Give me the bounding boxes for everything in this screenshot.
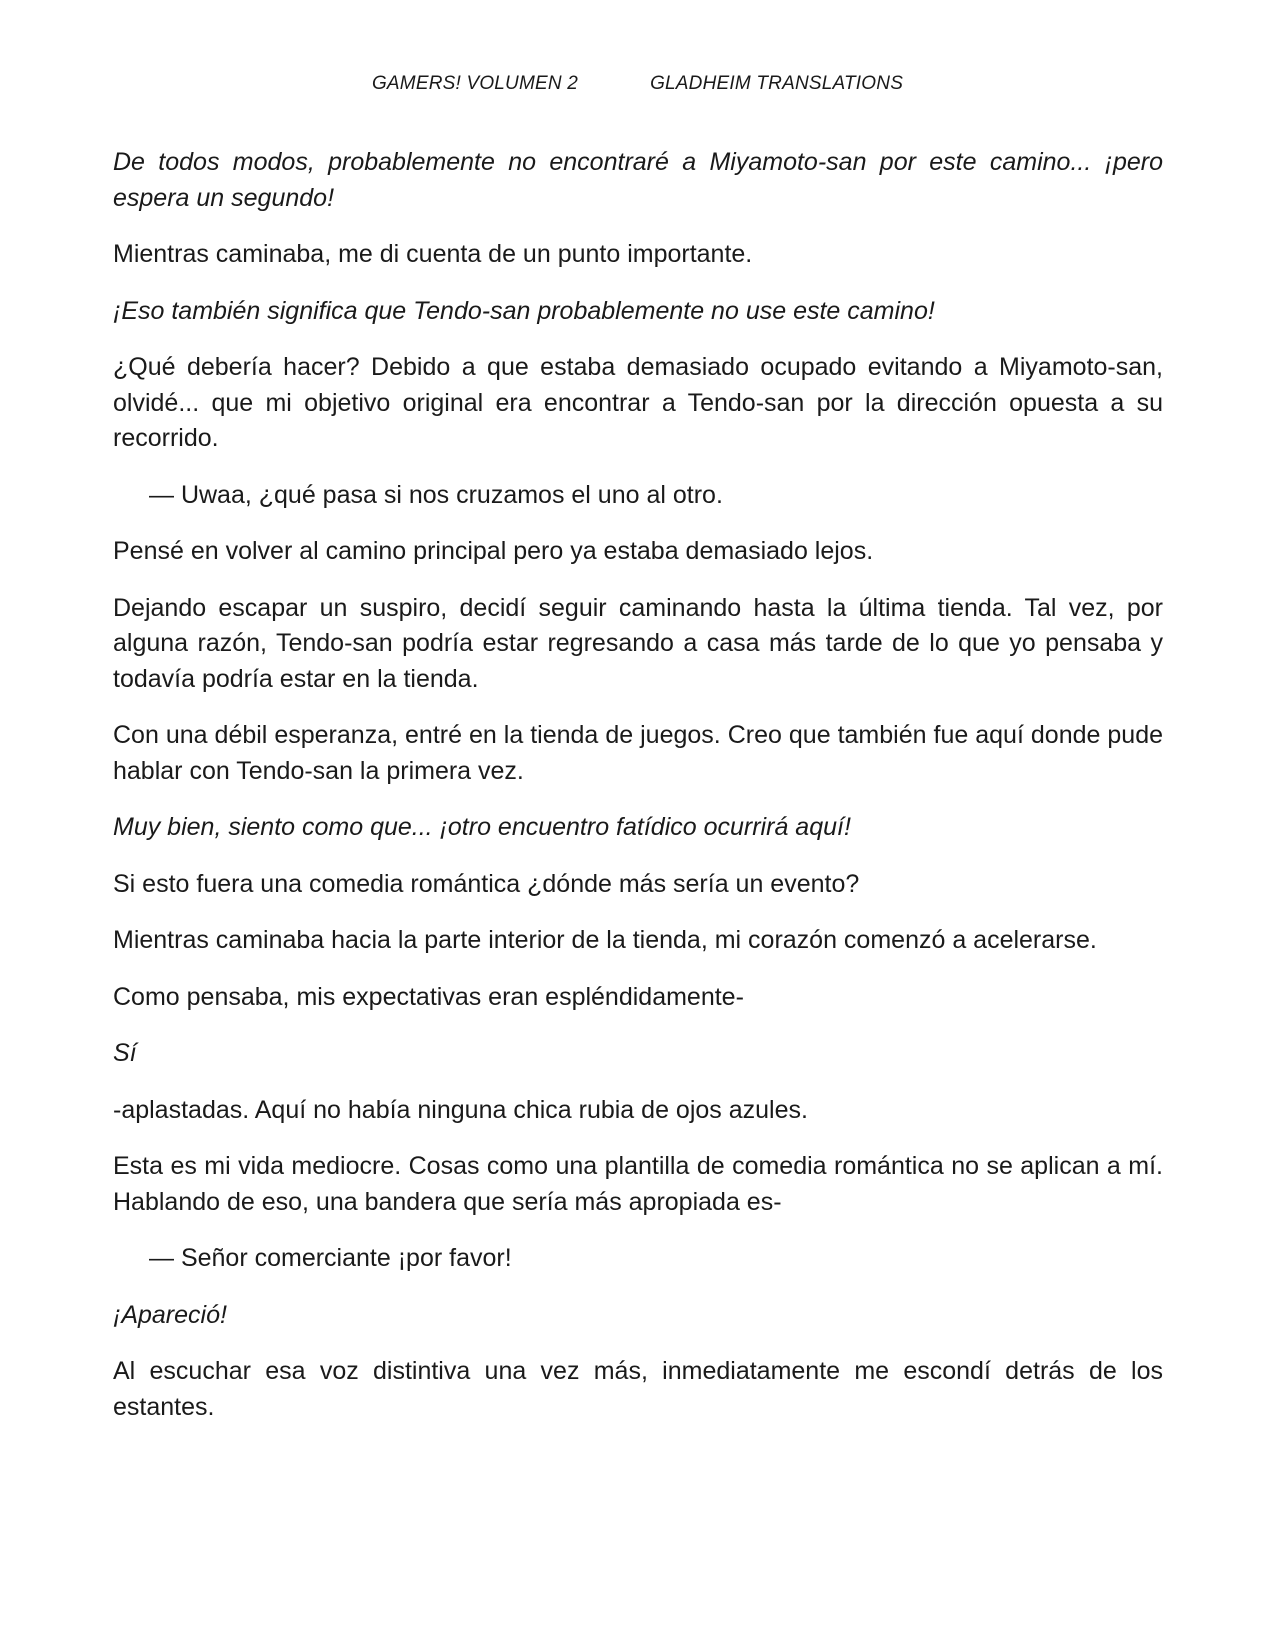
dialogue-line: — Uwaa, ¿qué pasa si nos cruzamos el uno al otro.: [149, 480, 723, 509]
dialogue-line: — Señor comerciante ¡por favor!: [149, 1244, 512, 1272]
paragraph: Esta es mi vida mediocre. Cosas como una plantilla de comedia romántica no se aplican a mí. Hablando de eso, una bandera que sería más apropiada es-: [113, 1152, 1163, 1216]
paragraph: Sí: [113, 1039, 137, 1067]
paragraph: ¡Eso también significa que Tendo-san probablemente no use este camino!: [113, 296, 935, 325]
paragraph: Al escuchar esa voz distintiva una vez más, inmediatamente me escondí detrás de los estantes.: [113, 1357, 1163, 1421]
paragraph: Mientras caminaba hacia la parte interior de la tienda, mi corazón comenzó a acelerarse.: [113, 926, 1097, 954]
paragraph: Pensé en volver al camino principal pero ya estaba demasiado lejos.: [113, 537, 874, 565]
paragraph: ¿Qué debería hacer? Debido a que estaba demasiado ocupado evitando a Miyamoto-san, olvidé... que mi objetivo original era encontrar a Tendo-san por la dirección opuesta a su recorrido.: [113, 353, 1163, 452]
paragraph: -aplastadas. Aquí no había ninguna chica rubia de ojos azules.: [113, 1095, 808, 1124]
paragraph: Mientras caminaba, me di cuenta de un punto importante.: [113, 240, 753, 268]
header-volume-title: GAMERS! VOLUMEN 2: [371, 73, 579, 94]
body-text: [113, 145, 1163, 1446]
running-header: [0, 73, 1275, 95]
paragraph: Con una débil esperanza, entré en la tienda de juegos. Creo que también fue aquí donde pude hablar con Tendo-san la primera vez.: [113, 721, 1163, 785]
paragraph: De todos modos, probablemente no encontraré a Miyamoto-san por este camino... ¡pero espera un segundo!: [113, 148, 1163, 212]
header-translator-credit: GLADHEIM TRANSLATIONS: [650, 73, 904, 94]
paragraph: Dejando escapar un suspiro, decidí seguir caminando hasta la última tienda. Tal vez, por alguna razón, Tendo-san podría estar regresando a casa más tarde de lo que yo pensaba y todavía podría estar en la tienda.: [113, 593, 1163, 693]
paragraph: Si esto fuera una comedia romántica ¿dónde más sería un evento?: [113, 869, 860, 898]
paragraph: Como pensaba, mis expectativas eran espléndidamente-: [113, 982, 744, 1011]
paragraph: Muy bien, siento como que... ¡otro encuentro fatídico ocurrirá aquí!: [113, 813, 851, 841]
paragraph: ¡Apareció!: [113, 1300, 227, 1329]
